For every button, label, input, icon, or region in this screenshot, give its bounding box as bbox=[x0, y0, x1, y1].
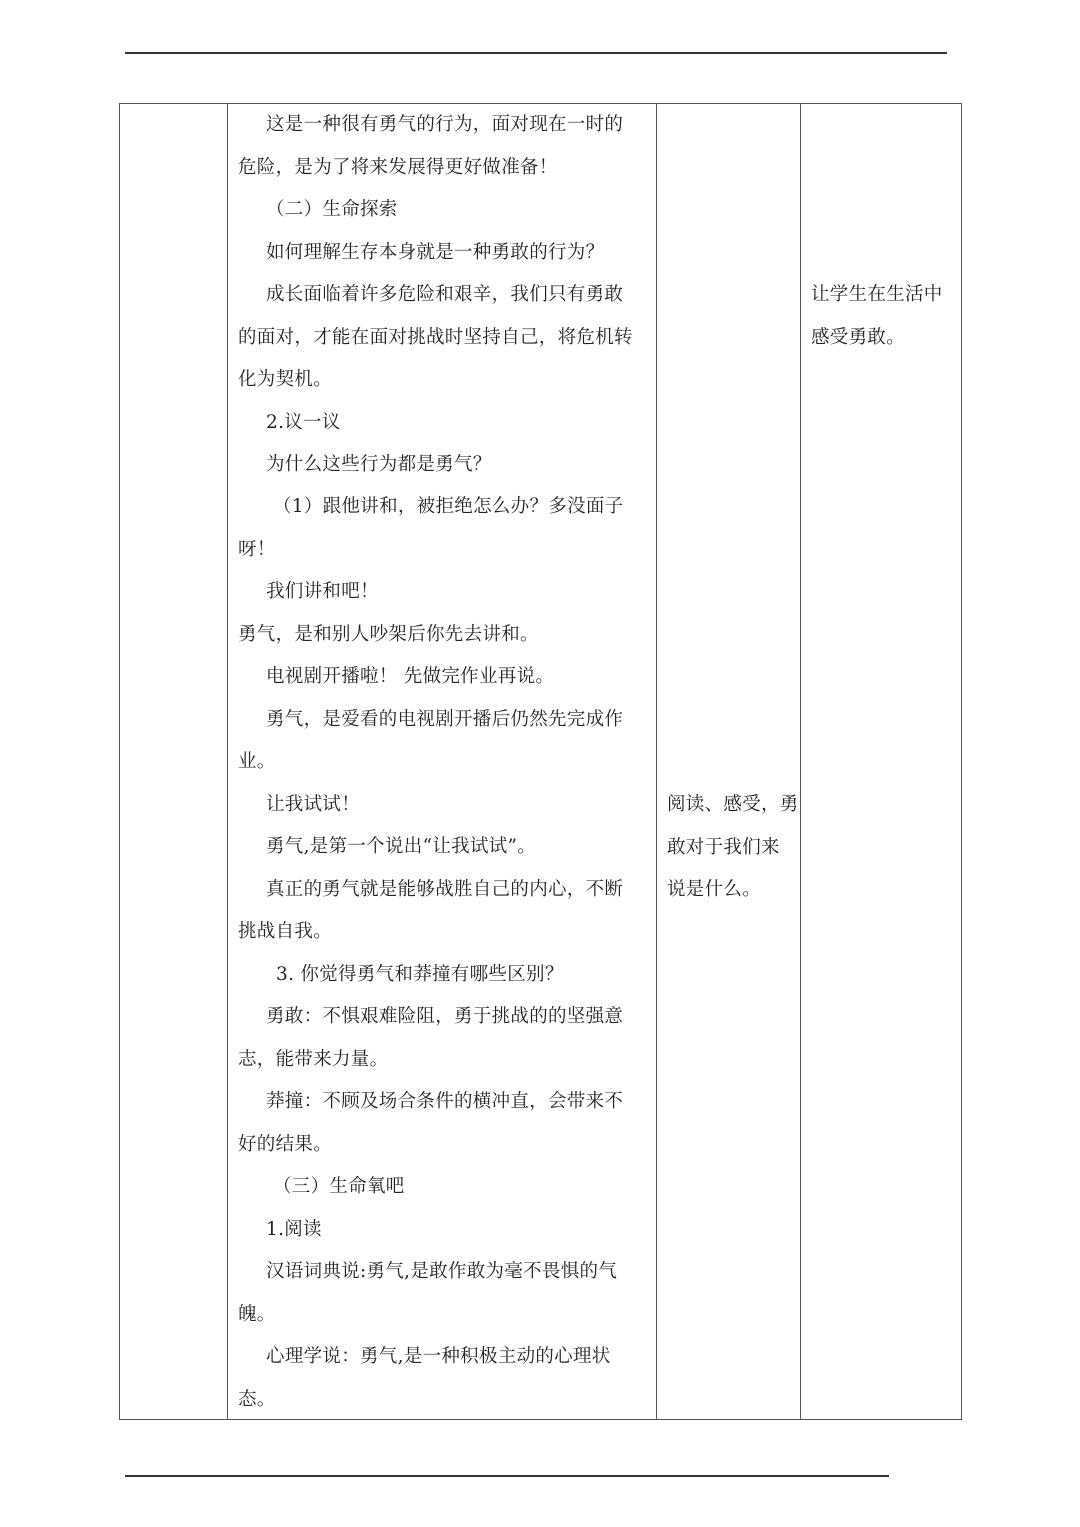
lesson-plan-table bbox=[119, 103, 962, 1420]
content-paragraph-line: （1）跟他讲和，被拒绝怎么办？多没面子 bbox=[273, 496, 624, 517]
content-paragraph-line: 勇气，是爱看的电视剧开播后仍然先完成作 bbox=[266, 709, 624, 730]
footer-rule bbox=[125, 1475, 889, 1477]
design-intent-line: 让学生在生活中 bbox=[811, 284, 943, 305]
content-paragraph-line: 的面对，才能在面对挑战时坚持自己，将危机转 bbox=[238, 327, 633, 348]
content-paragraph-line: 好的结果。 bbox=[238, 1134, 333, 1155]
table-column-content bbox=[228, 104, 657, 1419]
content-paragraph-line: 莽撞：不顾及场合条件的横冲直，会带来不 bbox=[266, 1091, 624, 1112]
content-paragraph-line: 挑战自我。 bbox=[238, 921, 333, 942]
content-paragraph-line: 3. 你觉得勇气和莽撞有哪些区别？ bbox=[276, 964, 564, 985]
content-paragraph-line: 勇敢：不惧艰难险阻，勇于挑战的的坚强意 bbox=[266, 1006, 624, 1027]
student-activity-line: 阅读、感受，勇 bbox=[667, 794, 799, 815]
content-paragraph-line: 汉语词典说:勇气,是敢作敢为毫不畏惧的气 bbox=[266, 1261, 618, 1282]
table-column-student-activity bbox=[657, 104, 801, 1419]
content-paragraph-line: （三）生命氧吧 bbox=[273, 1176, 405, 1197]
content-paragraph-line: 呀！ bbox=[238, 539, 276, 560]
content-paragraph-line: 我们讲和吧！ bbox=[266, 581, 379, 602]
content-paragraph-line: 危险，是为了将来发展得更好做准备！ bbox=[238, 157, 558, 178]
content-paragraph-line: 勇气,是第一个说出“让我试试”。 bbox=[266, 836, 537, 857]
content-paragraph-line: 1.阅读 bbox=[266, 1219, 322, 1240]
table-column-blank bbox=[120, 104, 228, 1419]
content-paragraph-line: 为什么这些行为都是勇气？ bbox=[266, 454, 492, 475]
content-paragraph-line: 态。 bbox=[238, 1389, 276, 1410]
content-paragraph-line: 化为契机。 bbox=[238, 369, 333, 390]
content-paragraph-line: 志，能带来力量。 bbox=[238, 1049, 389, 1070]
content-paragraph-line: （二）生命探索 bbox=[266, 199, 398, 220]
content-paragraph-line: 勇气，是和别人吵架后你先去讲和。 bbox=[238, 624, 539, 645]
content-paragraph-line: 业。 bbox=[238, 751, 276, 772]
table-column-design-intent bbox=[801, 104, 961, 1419]
content-paragraph-line: 魄。 bbox=[238, 1304, 276, 1325]
content-paragraph-line: 心理学说：勇气,是一种积极主动的心理状 bbox=[266, 1346, 611, 1367]
content-paragraph-line: 2.议一议 bbox=[266, 412, 341, 433]
content-paragraph-line: 电视剧开播啦！ 先做完作业再说。 bbox=[266, 666, 555, 687]
header-rule bbox=[125, 52, 947, 54]
content-paragraph-line: 真正的勇气就是能够战胜自己的内心，不断 bbox=[266, 879, 624, 900]
student-activity-line: 敢对于我们来 bbox=[667, 836, 780, 858]
student-activity-line: 说是什么。 bbox=[667, 879, 762, 900]
content-paragraph-line: 这是一种很有勇气的行为，面对现在一时的 bbox=[266, 114, 624, 135]
content-paragraph-line: 成长面临着许多危险和艰辛，我们只有勇敢 bbox=[266, 284, 624, 305]
content-paragraph-line: 如何理解生存本身就是一种勇敢的行为？ bbox=[266, 242, 605, 263]
content-paragraph-line: 让我试试！ bbox=[266, 794, 361, 815]
design-intent-line: 感受勇敢。 bbox=[811, 327, 906, 348]
